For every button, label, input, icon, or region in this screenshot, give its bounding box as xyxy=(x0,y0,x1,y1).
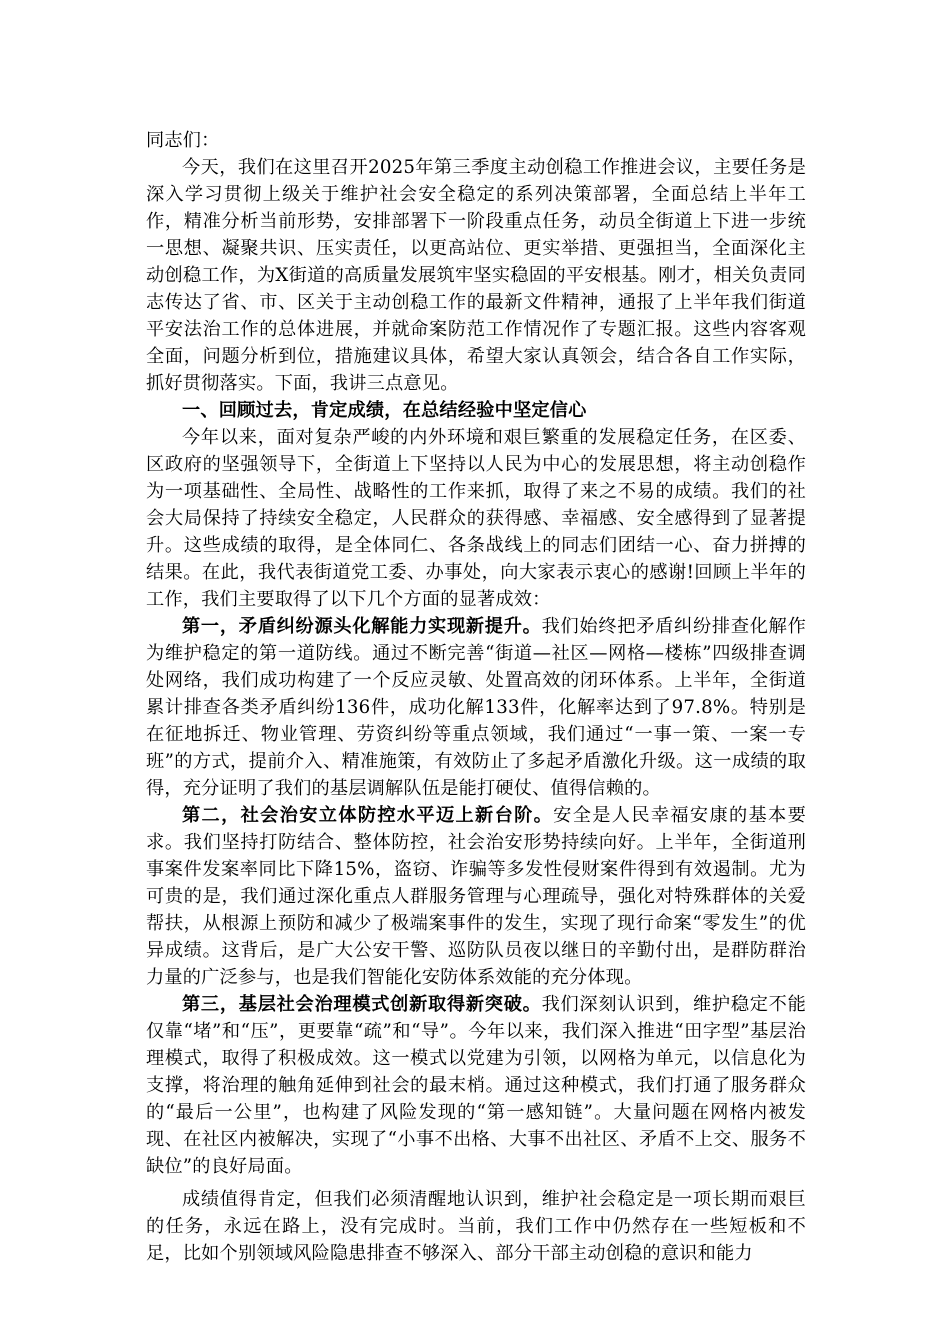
point-two-paragraph xyxy=(146,802,806,991)
point-three-paragraph xyxy=(146,991,806,1180)
point-one-lead: 第一，矛盾纠纷源头化解能力实现新提升。 xyxy=(182,616,542,637)
section-heading: 一、回顾过去，肯定成绩，在总结经验中坚定信心 xyxy=(182,400,587,421)
point-two-lead: 第二，社会治安立体防控水平迈上新台阶。 xyxy=(182,805,554,826)
point-one-paragraph xyxy=(146,613,806,802)
document-body xyxy=(146,127,806,1267)
section-intro-paragraph: 今年以来，面对复杂严峻的内外环境和艰巨繁重的发展稳定任务，在区委、区政府的坚强领导下，全街道上下坚持以人民为中心的发展思想，将主动创稳作为一项基础性、全局性、战略性的工作来抓，取得了来之不易的成绩。我们的社会大局保持了持续安全稳定，人民群众的获得感、幸福感、安全感得到了显著提升。这些成绩的取得，是全体同仁、各条战线上的同志们团结一心、奋力拼搏的结果。在此，我代表街道党工委、办事处，向大家表示衷心的感谢!回顾上半年的工作，我们主要取得了以下几个方面的显著成效： xyxy=(146,427,806,610)
point-three-lead: 第三，基层社会治理模式创新取得新突破。 xyxy=(182,994,542,1015)
closing-paragraph: 成绩值得肯定，但我们必须清醒地认识到，维护社会稳定是一项长期而艰巨的任务，永远在路上，没有完成时。当前，我们工作中仍然存在一些短板和不足，比如个别领域风险隐患排查不够深入、部分干部主动创稳的意识和能力 xyxy=(146,1189,806,1264)
salutation: 同志们： xyxy=(146,130,220,151)
point-two-body: 安全是人民幸福安康的基本要求。我们坚持打防结合、整体防控，社会治安形势持续向好。上半年，全街道刑事案件发案率同比下降15%，盗窃、诈骗等多发性侵财案件得到有效遏制。尤为可贵的是，我们通过深化重点人群服务管理与心理疏导，强化对特殊群体的关爱帮扶，从根源上预防和减少了极端案事件的发生，实现了现行命案“零发生”的优异成绩。这背后，是广大公安干警、巡防队员夜以继日的辛勤付出，是群防群治力量的广泛参与，也是我们智能化安防体系效能的充分体现。 xyxy=(146,805,806,988)
intro-paragraph: 今天，我们在这里召开2025年第三季度主动创稳工作推进会议，主要任务是深入学习贯彻上级关于维护社会安全稳定的系列决策部署，全面总结上半年工作，精准分析当前形势，安排部署下一阶段重点任务，动员全街道上下进一步统一思想、凝聚共识、压实责任，以更高站位、更实举措、更强担当，全面深化主动创稳工作，为X街道的高质量发展筑牢坚实稳固的平安根基。刚才，相关负责同志传达了省、市、区关于主动创稳工作的最新文件精神，通报了上半年我们街道平安法治工作的总体进展，并就命案防范工作情况作了专题汇报。这些内容客观全面，问题分析到位，措施建议具体，希望大家认真领会，结合各自工作实际，抓好贯彻落实。下面，我讲三点意见。 xyxy=(146,157,806,394)
point-one-body: 我们始终把矛盾纠纷排查化解作为维护稳定的第一道防线。通过不断完善“街道—社区—网格—楼栋”四级排查调处网络，我们成功构建了一个反应灵敏、处置高效的闭环体系。上半年，全街道累计排查各类矛盾纠纷136件，成功化解133件，化解率达到了97.8%。特别是在征地拆迁、物业管理、劳资纠纷等重点领域，我们通过“一事一策、一案一专班”的方式，提前介入、精准施策，有效防止了多起矛盾激化升级。这一成绩的取得，充分证明了我们的基层调解队伍是能打硬仗、值得信赖的。 xyxy=(146,616,806,799)
point-three-body: 我们深刻认识到，维护稳定不能仅靠“堵”和“压”，更要靠“疏”和“导”。今年以来，我们深入推进“田字型”基层治理模式，取得了积极成效。这一模式以党建为引领，以网格为单元，以信息化为支撑，将治理的触角延伸到社会的最末梢。通过这种模式，我们打通了服务群众的“最后一公里”，也构建了风险发现的“第一感知链”。大量问题在网格内被发现、在社区内被解决，实现了“小事不出格、大事不出社区、矛盾不上交、服务不缺位”的良好局面。 xyxy=(146,994,806,1177)
